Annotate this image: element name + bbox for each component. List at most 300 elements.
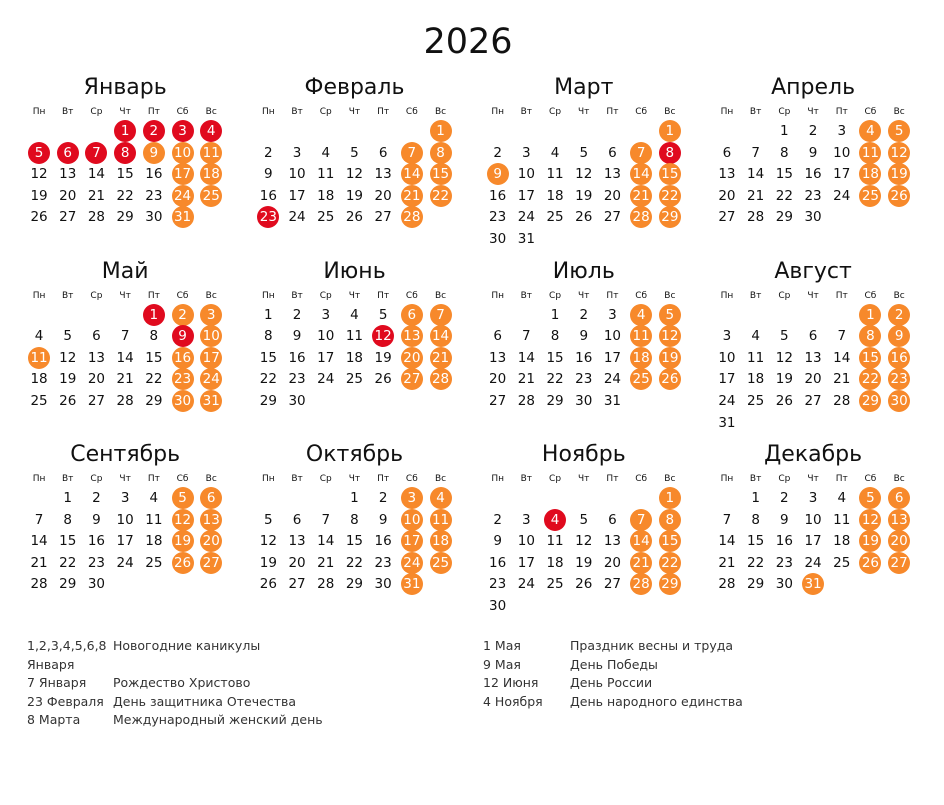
day-cell: 12 xyxy=(345,166,364,183)
day-cell: 16 xyxy=(87,533,106,550)
day-cell: 30 xyxy=(804,209,822,226)
weekend-day: 6 xyxy=(200,487,222,509)
day-cell xyxy=(139,120,168,142)
day-cell: 20 xyxy=(59,187,77,204)
weekend-day: 17 xyxy=(200,347,222,369)
day-cell: 29 xyxy=(546,392,564,409)
weekday-label: Пт xyxy=(377,107,390,117)
weekend-day: 26 xyxy=(859,552,881,574)
day-cell: 19 xyxy=(345,187,364,204)
weekend-day: 1 xyxy=(659,120,681,142)
weekend-day: 12 xyxy=(859,509,881,531)
weekend-day: 26 xyxy=(888,185,910,207)
weekend-day: 30 xyxy=(888,390,910,412)
day-cell: 5 xyxy=(579,511,589,528)
weekday-label: Вт xyxy=(520,107,533,117)
weekday-label: Сб xyxy=(864,107,877,117)
day-cell xyxy=(168,120,197,142)
day-cell: 14 xyxy=(116,349,134,366)
day-cell: 29 xyxy=(145,392,163,409)
day-cell: 10 xyxy=(517,533,535,550)
weekend-day: 25 xyxy=(430,552,452,574)
day-cell: 20 xyxy=(374,187,392,204)
weekend-day: 14 xyxy=(430,325,452,347)
day-cell xyxy=(426,163,455,185)
day-cell: 25 xyxy=(30,392,48,409)
day-cell: 6 xyxy=(493,328,502,345)
weekday-label: Пт xyxy=(835,290,848,301)
day-cell xyxy=(627,142,656,164)
day-cell xyxy=(398,368,427,390)
weekend-day: 6 xyxy=(888,487,910,509)
weekend-day: 1 xyxy=(430,120,452,142)
day-cell: 2 xyxy=(264,144,273,161)
day-cell: 16 xyxy=(575,349,593,366)
day-cell: 13 xyxy=(87,349,106,366)
day-cell: 15 xyxy=(259,349,277,366)
holiday-day: 8 xyxy=(114,142,136,164)
day-cell: 3 xyxy=(722,328,732,345)
day-cell: 25 xyxy=(145,554,163,571)
day-cell xyxy=(197,487,226,509)
day-cell: 27 xyxy=(374,209,392,226)
weekday-label: Вс xyxy=(205,474,217,484)
day-cell: 17 xyxy=(833,166,851,183)
day-cell: 10 xyxy=(833,144,851,161)
day-cell: 10 xyxy=(116,511,134,528)
day-cell: 12 xyxy=(30,166,48,183)
month-title: Январь xyxy=(83,75,167,100)
day-cell: 7 xyxy=(522,328,531,345)
day-cell: 17 xyxy=(517,187,535,204)
weekend-day: 8 xyxy=(859,325,881,347)
day-cell xyxy=(426,368,455,390)
day-cell xyxy=(627,552,656,574)
day-cell: 27 xyxy=(718,209,736,226)
weekend-day: 14 xyxy=(401,163,423,185)
day-cell xyxy=(168,509,197,531)
weekend-day: 16 xyxy=(172,347,194,369)
day-cell: 5 xyxy=(579,144,589,161)
day-cell: 1 xyxy=(63,490,73,506)
day-cell xyxy=(25,142,54,164)
day-cell xyxy=(168,304,197,326)
day-cell: 4 xyxy=(350,306,359,323)
day-cell xyxy=(856,368,885,390)
weekend-day: 24 xyxy=(401,552,423,574)
day-cell xyxy=(197,390,226,412)
day-cell: 30 xyxy=(288,392,306,409)
weekday-label: Сб xyxy=(635,290,648,301)
day-cell: 21 xyxy=(747,187,765,204)
day-cell: 11 xyxy=(546,166,564,183)
day-cell: 2 xyxy=(780,490,789,506)
day-cell xyxy=(655,142,684,164)
day-cell: 2 xyxy=(808,123,818,139)
weekday-label: Вс xyxy=(434,474,447,484)
day-cell: 8 xyxy=(550,328,560,345)
day-cell: 18 xyxy=(747,371,765,388)
legend-holiday-name: Рождество Христово xyxy=(113,675,251,691)
day-cell: 8 xyxy=(350,511,359,528)
day-cell: 21 xyxy=(833,371,851,388)
weekend-day: 19 xyxy=(888,163,910,185)
weekend-day: 31 xyxy=(172,206,194,228)
day-cell xyxy=(426,185,455,207)
day-cell: 15 xyxy=(775,166,793,183)
day-cell: 30 xyxy=(374,576,392,593)
weekend-day: 11 xyxy=(430,509,452,531)
weekday-label: Вт xyxy=(62,107,74,117)
day-cell: 7 xyxy=(34,511,44,528)
day-cell xyxy=(197,304,226,326)
weekend-day: 29 xyxy=(859,390,881,412)
weekday-label: Сб xyxy=(176,107,189,117)
weekend-day: 10 xyxy=(172,142,194,164)
day-cell: 3 xyxy=(522,511,531,528)
day-cell: 9 xyxy=(780,511,789,528)
legend-date: 4 Ноября xyxy=(483,693,543,709)
day-cell xyxy=(799,573,828,595)
day-cell: 6 xyxy=(92,328,101,345)
day-cell: 1 xyxy=(550,306,560,323)
day-cell xyxy=(398,347,427,369)
day-cell xyxy=(254,206,283,228)
day-cell xyxy=(139,304,168,326)
weekend-day: 25 xyxy=(630,368,652,390)
weekend-day: 17 xyxy=(172,163,194,185)
day-cell xyxy=(197,347,226,369)
weekend-day: 4 xyxy=(859,120,881,142)
day-cell: 10 xyxy=(517,166,535,183)
day-cell: 16 xyxy=(804,166,822,183)
holiday-day: 3 xyxy=(172,120,194,142)
weekend-day: 1 xyxy=(859,304,881,326)
weekend-day: 15 xyxy=(659,530,681,552)
day-cell: 3 xyxy=(120,490,130,506)
weekday-label: Сб xyxy=(405,474,418,484)
day-cell: 9 xyxy=(292,328,302,345)
day-cell: 2 xyxy=(579,306,589,323)
weekday-label: Пн xyxy=(720,107,734,117)
day-cell xyxy=(398,487,427,509)
weekday-label: Пн xyxy=(32,474,46,484)
legend-date: 9 Мая xyxy=(483,656,521,672)
weekend-day: 14 xyxy=(630,530,652,552)
day-cell xyxy=(168,530,197,552)
day-cell: 26 xyxy=(30,209,48,226)
legend-holiday-name: Праздник весны и труда xyxy=(570,638,734,653)
day-cell: 18 xyxy=(30,371,48,388)
day-cell: 24 xyxy=(804,554,822,571)
day-cell: 8 xyxy=(780,144,789,161)
weekday-label: Ср xyxy=(549,474,562,484)
day-cell xyxy=(398,185,427,207)
day-cell: 6 xyxy=(608,144,617,161)
holiday-day: 23 xyxy=(257,206,279,228)
day-cell: 13 xyxy=(804,349,822,366)
day-cell: 14 xyxy=(517,349,535,366)
day-cell: 10 xyxy=(317,328,335,345)
weekend-day: 11 xyxy=(28,347,50,369)
day-cell: 16 xyxy=(288,349,306,366)
day-cell xyxy=(885,509,914,531)
day-cell: 28 xyxy=(718,576,736,593)
day-cell: 16 xyxy=(775,533,793,550)
weekday-label: Вт xyxy=(520,290,533,301)
day-cell xyxy=(398,142,427,164)
day-cell xyxy=(627,185,656,207)
day-cell: 14 xyxy=(718,533,736,550)
weekend-day: 9 xyxy=(888,325,910,347)
day-cell xyxy=(856,347,885,369)
weekday-label: Сб xyxy=(176,290,189,301)
weekday-label: Вт xyxy=(749,474,762,484)
day-cell: 26 xyxy=(575,209,593,226)
weekend-day: 23 xyxy=(172,368,194,390)
day-cell: 23 xyxy=(87,554,106,571)
day-cell: 2 xyxy=(292,306,302,323)
weekend-day: 15 xyxy=(859,347,881,369)
day-cell: 14 xyxy=(833,349,851,366)
weekday-label: Чт xyxy=(578,107,590,117)
weekday-label: Пт xyxy=(606,107,619,117)
day-cell: 15 xyxy=(546,349,564,366)
day-cell: 13 xyxy=(603,166,622,183)
day-cell xyxy=(168,552,197,574)
month-title: Декабрь xyxy=(764,442,863,467)
day-cell xyxy=(627,347,656,369)
weekend-day: 28 xyxy=(430,368,452,390)
day-cell xyxy=(398,573,427,595)
day-cell: 13 xyxy=(59,166,77,183)
legend-date: 7 Января xyxy=(27,675,87,691)
weekday-label: Вт xyxy=(62,474,74,484)
weekday-label: Пн xyxy=(262,107,275,117)
day-cell: 29 xyxy=(747,576,765,593)
day-cell: 6 xyxy=(808,328,818,345)
day-cell: 3 xyxy=(522,144,531,161)
legend-holiday-name: Международный женский день xyxy=(113,712,323,728)
weekend-day: 27 xyxy=(888,552,910,574)
day-cell: 27 xyxy=(603,576,622,593)
weekend-day: 18 xyxy=(859,163,881,185)
weekend-day: 3 xyxy=(401,487,423,509)
day-cell: 14 xyxy=(317,533,335,550)
day-cell: 23 xyxy=(374,554,392,571)
day-cell: 28 xyxy=(833,392,851,409)
day-cell: 27 xyxy=(804,392,822,409)
day-cell: 17 xyxy=(517,554,535,571)
day-cell: 31 xyxy=(718,414,736,431)
day-cell xyxy=(168,163,197,185)
day-cell: 24 xyxy=(833,187,851,204)
weekend-day: 16 xyxy=(888,347,910,369)
day-cell: 5 xyxy=(378,306,388,323)
day-cell: 30 xyxy=(489,231,507,247)
day-cell xyxy=(426,487,455,509)
day-cell: 29 xyxy=(59,576,77,593)
day-cell: 22 xyxy=(145,371,163,388)
weekend-day: 20 xyxy=(401,347,423,369)
day-cell xyxy=(856,304,885,326)
day-cell: 28 xyxy=(116,392,134,409)
weekend-day: 30 xyxy=(172,390,194,412)
weekend-day: 11 xyxy=(200,142,222,164)
weekday-label: Пн xyxy=(262,474,275,484)
weekend-day: 18 xyxy=(430,530,452,552)
day-cell: 4 xyxy=(34,328,44,345)
day-cell: 23 xyxy=(288,371,306,388)
day-cell: 29 xyxy=(116,209,134,226)
holiday-day: 7 xyxy=(85,142,107,164)
day-cell xyxy=(398,552,427,574)
day-cell xyxy=(426,530,455,552)
weekend-day: 11 xyxy=(859,142,881,164)
day-cell xyxy=(627,509,656,531)
weekend-day: 9 xyxy=(487,163,509,185)
day-cell xyxy=(627,304,656,326)
day-cell: 20 xyxy=(603,554,622,571)
day-cell xyxy=(197,163,226,185)
weekday-label: Ср xyxy=(778,290,791,301)
day-cell: 17 xyxy=(718,371,736,388)
day-cell: 27 xyxy=(59,209,77,226)
day-cell: 4 xyxy=(550,144,560,161)
day-cell: 18 xyxy=(317,187,335,204)
legend-date: 23 Февраля xyxy=(27,693,104,709)
day-cell: 28 xyxy=(87,209,106,226)
day-cell xyxy=(426,347,455,369)
day-cell xyxy=(168,142,197,164)
day-cell: 11 xyxy=(833,511,851,528)
day-cell xyxy=(627,163,656,185)
day-cell: 10 xyxy=(718,349,736,366)
day-cell: 10 xyxy=(804,511,822,528)
day-cell: 27 xyxy=(87,392,106,409)
day-cell: 9 xyxy=(579,328,589,345)
day-cell: 4 xyxy=(321,144,331,161)
day-cell: 21 xyxy=(30,554,48,571)
weekday-label: Пн xyxy=(491,290,504,301)
day-cell: 20 xyxy=(603,187,622,204)
weekend-day: 24 xyxy=(172,185,194,207)
weekday-label: Ср xyxy=(778,107,791,117)
weekend-day: 28 xyxy=(630,206,652,228)
weekday-label: Сб xyxy=(405,290,418,301)
day-cell: 30 xyxy=(775,576,793,593)
day-cell xyxy=(856,185,885,207)
month-title: Март xyxy=(554,75,614,100)
day-cell: 5 xyxy=(264,511,273,528)
day-cell xyxy=(53,142,82,164)
holiday-day: 4 xyxy=(200,120,222,142)
weekday-label: Чт xyxy=(807,474,819,484)
day-cell xyxy=(655,304,684,326)
day-cell: 12 xyxy=(575,166,593,183)
day-cell: 18 xyxy=(345,349,364,366)
weekday-label: Сб xyxy=(635,107,648,117)
holiday-day: 8 xyxy=(659,142,681,164)
day-cell: 3 xyxy=(837,123,847,139)
day-cell: 26 xyxy=(59,392,77,409)
day-cell: 9 xyxy=(493,533,502,550)
day-cell xyxy=(111,120,140,142)
day-cell: 3 xyxy=(808,490,818,506)
weekend-day: 22 xyxy=(659,185,681,207)
weekday-label: Пт xyxy=(147,107,160,117)
month-title: Февраль xyxy=(304,75,405,100)
holiday-day: 1 xyxy=(114,120,136,142)
weekday-label: Чт xyxy=(807,107,819,117)
day-cell: 8 xyxy=(149,328,159,345)
day-cell: 30 xyxy=(145,209,163,226)
day-cell xyxy=(398,163,427,185)
weekend-day: 21 xyxy=(430,347,452,369)
day-cell xyxy=(885,487,914,509)
day-cell: 28 xyxy=(747,209,765,226)
day-cell: 8 xyxy=(264,328,273,345)
weekend-day: 13 xyxy=(401,325,423,347)
day-cell: 13 xyxy=(288,533,306,550)
weekday-label: Ср xyxy=(90,290,103,301)
weekend-day: 7 xyxy=(401,142,423,164)
day-cell xyxy=(655,368,684,390)
day-cell: 12 xyxy=(775,349,793,366)
weekday-label: Пн xyxy=(32,107,46,117)
weekday-label: Вс xyxy=(893,474,905,484)
weekend-day: 19 xyxy=(859,530,881,552)
weekend-day: 18 xyxy=(200,163,222,185)
day-cell xyxy=(856,530,885,552)
day-cell xyxy=(885,368,914,390)
weekend-day: 27 xyxy=(200,552,222,574)
weekday-label: Вт xyxy=(291,107,303,117)
weekend-day: 22 xyxy=(859,368,881,390)
day-cell: 7 xyxy=(321,511,331,528)
day-cell: 12 xyxy=(59,349,77,366)
day-cell: 24 xyxy=(116,554,134,571)
day-cell xyxy=(369,325,398,347)
day-cell xyxy=(885,142,914,164)
day-cell: 22 xyxy=(775,187,793,204)
day-cell xyxy=(856,390,885,412)
weekend-day: 22 xyxy=(659,552,681,574)
legend-holiday-name: День Победы xyxy=(570,656,658,672)
weekend-day: 3 xyxy=(200,304,222,326)
weekday-label: Пн xyxy=(491,474,504,484)
day-cell xyxy=(197,325,226,347)
weekend-day: 10 xyxy=(401,509,423,531)
day-cell: 3 xyxy=(608,306,617,323)
day-cell: 14 xyxy=(747,166,765,183)
day-cell xyxy=(856,163,885,185)
day-cell: 20 xyxy=(804,371,822,388)
weekday-label: Пн xyxy=(262,290,275,301)
weekday-label: Вс xyxy=(893,290,905,301)
day-cell xyxy=(426,552,455,574)
day-cell xyxy=(168,206,197,228)
weekday-label: Чт xyxy=(578,290,590,301)
day-cell: 13 xyxy=(603,533,622,550)
day-cell xyxy=(398,509,427,531)
month-title: Апрель xyxy=(771,75,856,100)
day-cell: 7 xyxy=(751,144,760,161)
weekend-day: 5 xyxy=(659,304,681,326)
weekend-day: 19 xyxy=(659,347,681,369)
day-cell xyxy=(655,206,684,228)
weekend-day: 31 xyxy=(802,573,824,595)
